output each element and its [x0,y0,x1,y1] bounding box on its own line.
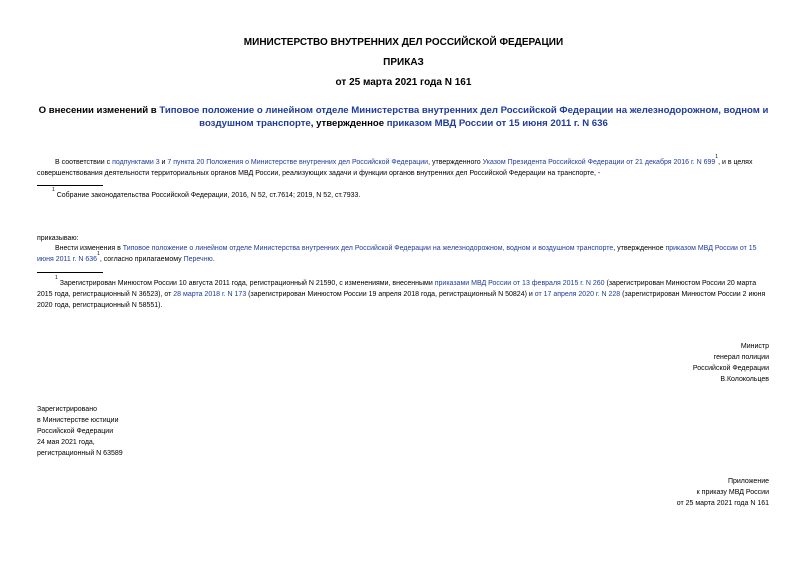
signature-line-3: Российской Федерации [692,365,769,372]
link-list-appendix[interactable]: Перечню [183,256,213,263]
footnote-1 [52,187,752,201]
order-word: приказываю: [37,235,79,242]
link-point-20-regulation[interactable]: 7 пункта 20 Положения о Министерстве внутренних дел Российской Федерации [167,159,429,166]
footnote-2-text-1: Зарегистрирован Минюстом России 10 августа 2011 года, регистрационный N 21590, с изменениями, внесенными [57,280,435,287]
preamble-text-2: и [159,159,168,166]
registration-line-4: 24 мая 2021 года, [37,439,95,446]
registration-line-5: регистрационный N 63589 [37,450,123,457]
link-presidential-decree-699[interactable]: Указом Президента Российской Федерации от 21 декабря 2016 г. N 699 [482,159,716,166]
appendix-line-2: к приказу МВД России [696,489,769,496]
order-text-2: , утвержденное [613,245,666,252]
link-order-228[interactable]: от 17 апреля 2020 г. N 228 [534,291,621,298]
order-paragraph [37,243,770,265]
footnote-divider-1 [37,185,103,186]
preamble-text-1: В соответствии с [55,159,113,166]
title-text-1: О внесении изменений в [38,105,160,116]
signature-line-1: Министр [740,343,769,350]
appendix-line-3: от 25 марта 2021 года N 161 [676,500,769,507]
signature-line-4: В.Колокольцев [720,376,769,383]
doc-type-heading: ПРИКАЗ [383,57,424,68]
ministry-heading: МИНИСТЕРСТВО ВНУТРЕННИХ ДЕЛ РОССИЙСКОЙ ФЕДЕРАЦИИ [243,37,564,48]
link-orders-260[interactable]: приказами МВД России от 13 февраля 2015 г. N 260 [434,280,605,287]
appendix-line-1: Приложение [727,478,769,485]
footnote-1-mark: 1 [52,187,55,193]
link-typical-regulation[interactable]: Типовое положение о линейном отделе Министерства внутренних дел Российской Федерации на железнодорожном, водном и воздушном транспорте [122,245,614,252]
registration-line-2: в Министерстве юстиции [37,417,119,424]
preamble-paragraph [37,154,770,179]
footnote-ref-2: 1 [97,251,100,257]
document-title [33,104,774,130]
footnote-2-text-2: (зарегистрирован Минюстом России 20 марта 2015 года, регистрационный N 36523), от [37,280,757,298]
signature-block [570,341,769,385]
preamble-text-3: , утвержденного [428,159,483,166]
registration-block [37,404,237,459]
link-order-173[interactable]: 28 марта 2018 г. N 173 [173,291,247,298]
footnote-2-mark: 1 [55,275,58,281]
order-text-4: . [212,256,215,263]
title-text-2: , утвержденное [310,118,387,129]
footnote-divider-2 [37,272,103,273]
order-text-3: , согласно прилагаемому [99,256,184,263]
footnote-2-text-3: (зарегистрирован Минюстом России 19 апреля 2018 года, регистрационный N 50824) и [246,291,535,298]
footnote-2-text-4: (зарегистрирован Минюстом России 2 июня 2020 года, регистрационный N 58551). [37,291,766,309]
title-link-order-636[interactable]: приказом МВД России от 15 июня 2011 г. N 636 [386,118,608,129]
registration-line-3: Российской Федерации [37,428,114,435]
footnote-1-text: Собрание законодательства Российской Федерации, 2016, N 52, ст.7614; 2019, N 52, ст.7933. [54,192,361,199]
link-subparagraph-3[interactable]: подпунктами 3 [112,159,160,166]
signature-line-2: генерал полиции [713,354,769,361]
link-order-636[interactable]: приказом МВД России от 15 июня 2011 г. N 636 [37,245,757,263]
preamble-text-4: , и в целях совершенствования деятельности территориальных органов МВД России, реализующих задачи и функции органов внутренних дел Российской Федерации на транспорте, - [37,159,753,177]
appendix-block [570,476,769,509]
footnote-ref-1: 1 [715,154,719,160]
footnote-2 [37,275,770,311]
date-number-heading: от 25 марта 2021 года N 161 [335,77,472,88]
title-link-typical-regulation[interactable]: Типовое положение о линейном отделе Министерства внутренних дел Российской Федерации на железнодорожном, водном и воздушном транспорте [159,105,769,129]
registration-line-1: Зарегистрировано [37,406,97,413]
order-text-1: Внести изменения в [55,245,123,252]
